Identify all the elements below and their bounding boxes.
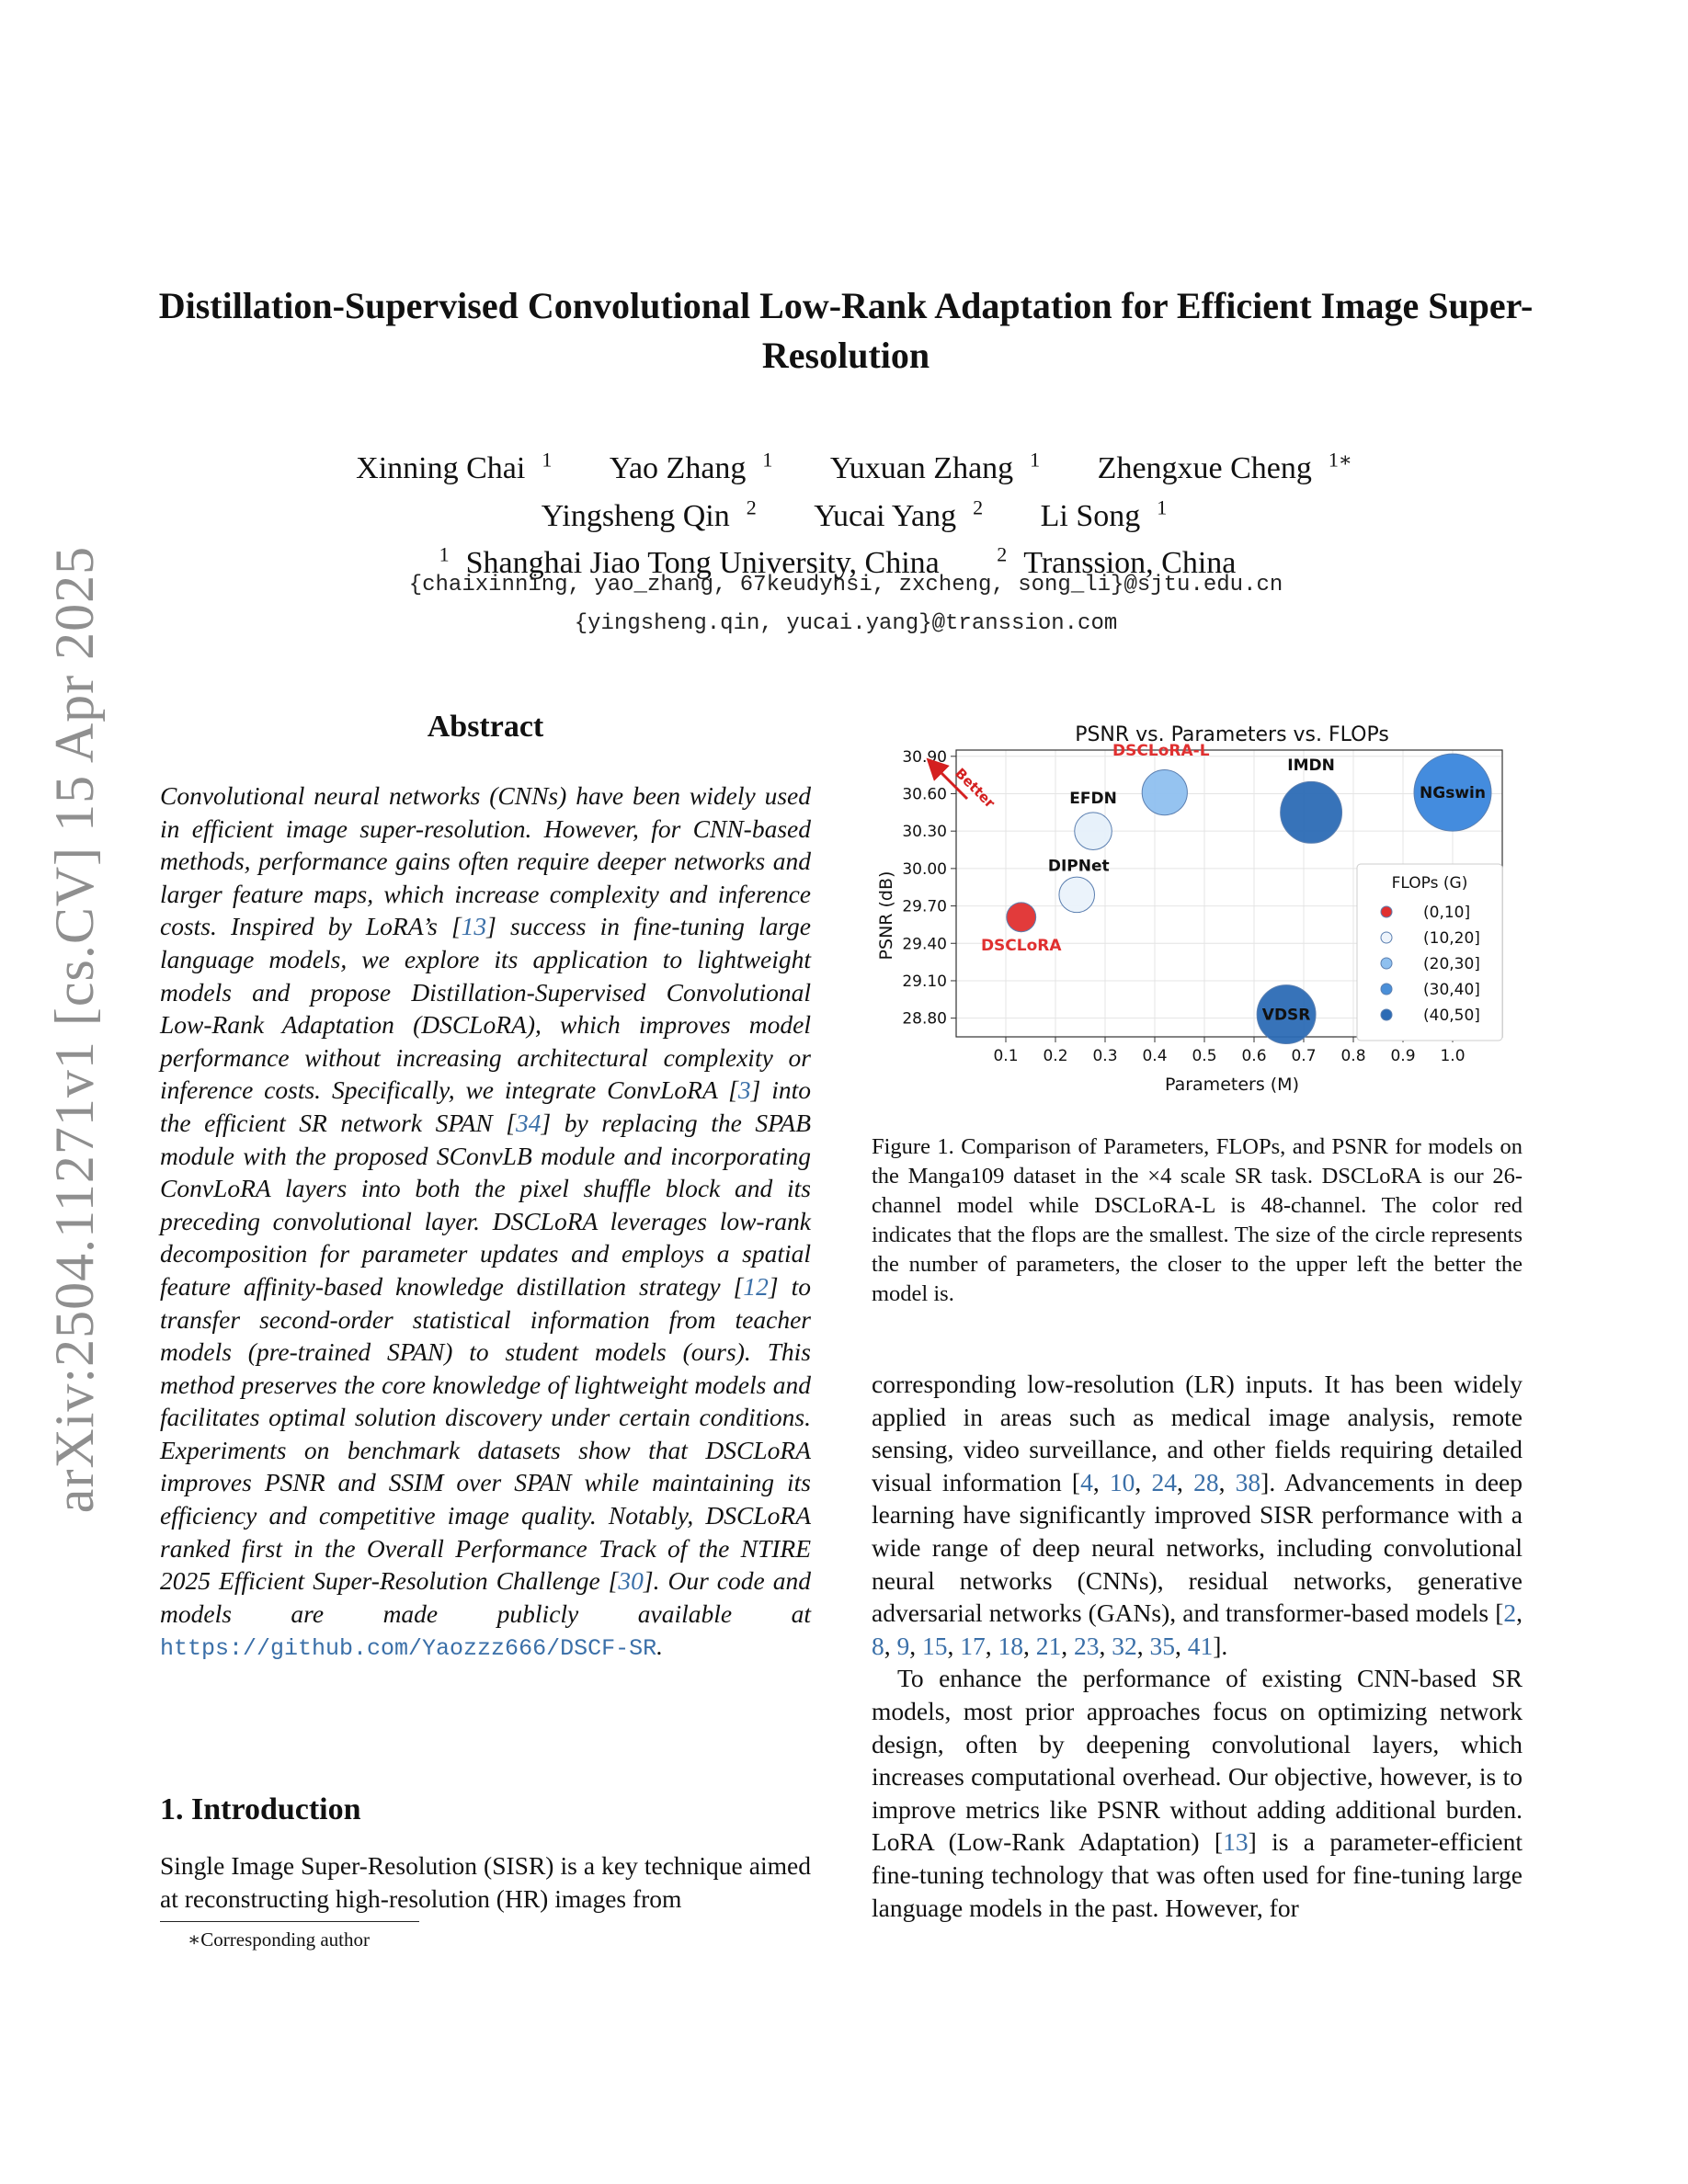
citation-link[interactable]: 9: [896, 1631, 910, 1660]
author: Yucai Yang $^2$: [814, 495, 984, 533]
point-label: IMDN: [1287, 756, 1335, 775]
paper-title: Distillation-Supervised Convolutional Low-Rank Adaptation for Efficient Image Super-Resolution: [158, 285, 1534, 376]
data-point: [1142, 770, 1187, 815]
x-tick-label: 0.7: [1291, 1047, 1317, 1065]
x-tick-label: 1.0: [1440, 1047, 1466, 1065]
legend-marker: [1381, 958, 1392, 969]
legend-marker: [1381, 906, 1392, 917]
footnote: ∗Corresponding author: [188, 1928, 370, 1951]
citation-link[interactable]: 10: [1109, 1467, 1135, 1496]
data-point: [1059, 877, 1095, 913]
abstract-heading: Abstract: [427, 710, 544, 744]
citation-link[interactable]: 18: [998, 1631, 1023, 1660]
author: Li Song $^1$: [1040, 495, 1168, 533]
point-label: DIPNet: [1047, 857, 1110, 876]
author: Xinning Chai $^1$: [356, 449, 553, 486]
citation-link[interactable]: 13: [461, 912, 487, 941]
legend-marker: [1381, 1009, 1392, 1020]
x-tick-label: 0.3: [1092, 1047, 1118, 1065]
y-tick-label: 30.00: [902, 859, 947, 879]
y-tick-label: 30.90: [902, 747, 947, 767]
citation-link[interactable]: 8: [872, 1631, 884, 1660]
citation-link[interactable]: 41: [1187, 1631, 1214, 1660]
data-point: [1007, 903, 1036, 932]
arxiv-stamp: arXiv:2504.11271v1 [cs.CV] 15 Apr 2025: [44, 545, 105, 1514]
citation-link[interactable]: 35: [1149, 1631, 1175, 1660]
author: Yao Zhang $^1$: [609, 449, 773, 486]
citation-link[interactable]: 24: [1151, 1467, 1177, 1496]
footnote-rule: [160, 1921, 419, 1922]
author: Yuxuan Zhang $^1$: [829, 449, 1041, 486]
point-label: EFDN: [1069, 790, 1117, 809]
author: Zhengxue Cheng $^{1∗}$: [1097, 449, 1352, 486]
code-url-link[interactable]: https://github.com/Yaozzz666/DSCF-SR: [160, 1635, 657, 1663]
affiliation: $^2$ Transsion, China: [997, 542, 1237, 580]
legend-label: (0,10]: [1423, 904, 1471, 922]
right-column-body: [872, 1368, 1523, 1924]
citation-link[interactable]: 23: [1074, 1631, 1100, 1660]
citation-link[interactable]: 17: [960, 1631, 986, 1660]
author-block: [138, 441, 1554, 583]
legend-label: (30,40]: [1423, 981, 1480, 999]
point-label: NGswin: [1420, 784, 1486, 803]
citation-link[interactable]: 34: [516, 1108, 542, 1137]
y-tick-label: 29.40: [902, 935, 947, 954]
citation-link[interactable]: 30: [618, 1566, 644, 1596]
citation-link[interactable]: 28: [1193, 1467, 1219, 1496]
citation-link[interactable]: 12: [743, 1271, 769, 1301]
citation-link[interactable]: 13: [1223, 1827, 1249, 1857]
citation-link[interactable]: 21: [1035, 1631, 1062, 1660]
data-point: [1075, 813, 1112, 850]
better-label: Better: [952, 765, 998, 812]
data-point: [1281, 781, 1342, 843]
affiliation: $^1$ Shanghai Jiao Tong University, China: [439, 542, 940, 580]
y-axis-label: PSNR (dB): [876, 870, 896, 961]
figure-caption: Figure 1. Comparison of Parameters, FLOPs, and PSNR for models on the Manga109 dataset in the ×4 scale SR task. DSCLoRA is our 26-channel model while DSCLoRA-L is 48-channel. The color red indicates that the flops are the smallest. The size of the circle represents the number of parameters, the closer to the upper left the better the model is.: [872, 1134, 1523, 1306]
legend-label: (10,20]: [1423, 929, 1480, 948]
x-tick-label: 0.9: [1390, 1047, 1416, 1065]
figure-1-chart: [872, 713, 1523, 1099]
email-line: {chaixinning, yao_zhang, 67keudyhsi, zxcheng, song_li}@sjtu.edu.cn: [408, 573, 1283, 597]
legend-label: (40,50]: [1423, 1007, 1480, 1025]
intro-body: Single Image Super-Resolution (SISR) is a key technique aimed at reconstructing high-resolution (HR) images from: [160, 1851, 811, 1913]
citation-link[interactable]: 32: [1112, 1631, 1137, 1660]
x-tick-label: 0.4: [1142, 1047, 1168, 1065]
author-row-1: [138, 441, 1554, 488]
point-label: DSCLoRA-L: [1112, 742, 1210, 761]
legend: [1357, 864, 1502, 1041]
y-tick-label: 29.10: [902, 972, 947, 991]
citation-link[interactable]: 2: [1503, 1598, 1517, 1628]
point-label: VDSR: [1261, 1006, 1311, 1025]
y-tick-label: 29.70: [902, 897, 947, 916]
citation-link[interactable]: 3: [737, 1075, 751, 1105]
y-tick-label: 28.80: [902, 1009, 947, 1029]
x-tick-label: 0.1: [993, 1047, 1019, 1065]
email-block: [138, 566, 1554, 643]
point-label: DSCLoRA: [980, 936, 1062, 955]
x-tick-label: 0.8: [1340, 1047, 1366, 1065]
legend-label: (20,30]: [1423, 955, 1480, 973]
citation-link[interactable]: 38: [1235, 1467, 1261, 1496]
paragraph: To enhance the performance of existing CNN-based SR models, most prior approaches focus on optimizing network design, often by deepening convolutional layers, which increases computational overhead. Our objective, however, is to improve metrics like PSNR without adding additional burden. LoRA (Low-Rank Adaptation) [13] is a parameter-efficient fine-tuning technology that was often used for fine-tuning large language models in the past. However, for: [872, 1664, 1523, 1922]
author-row-2: [138, 488, 1554, 535]
scatter-plot: [872, 713, 1523, 1099]
x-tick-label: 0.6: [1241, 1047, 1267, 1065]
y-tick-label: 30.30: [902, 823, 947, 842]
paragraph: corresponding low-resolution (LR) inputs. It has been widely applied in areas such as medical image analysis, remote sensing, video surveillance, and other fields requiring detailed visual information [4, 10, 24, 28, 38]. Advancements in deep learning have significantly improved SISR performance with a wide range of deep neural networks, including convolutional neural networks (CNNs), residual networks, generative adversarial networks (GANs), and transformer-based models [2, 8, 9, 15, 17, 18, 21, 23, 32, 35, 41].: [872, 1370, 1523, 1660]
section-heading-introduction: 1. Introduction: [160, 1792, 361, 1826]
citation-link[interactable]: 4: [1080, 1467, 1093, 1496]
legend-title: FLOPs (G): [1391, 874, 1468, 893]
abstract-body: Convolutional neural networks (CNNs) have been widely used in efficient image super-resolution. However, for CNN-based methods, performance gains often require deeper networks and larger feature maps, which increase complexity and inference costs. Inspired by LoRA’s [13] success in fine-tuning large language models, we explore its application to lightweight models and propose Distillation-Supervised Convolutional Low-Rank Adaptation (DSCLoRA), which improves model performance without increasing architectural complexity or inference costs. Specifically, we integrate ConvLoRA [3] into the efficient SR network SPAN [34] by replacing the SPAB module with the proposed SConvLB module and incorporating ConvLoRA layers into both the pixel shuffle block and its preceding convolutional layer. DSCLoRA leverages low-rank decomposition for parameter updates and employs a spatial feature affinity-based knowledge distillation strategy [12] to transfer second-order statistical information from teacher models (pre-trained SPAN) to student models (ours). This method preserves the core knowledge of lightweight models and facilitates optimal solution discovery under certain conditions. Experiments on benchmark datasets show that DSCLoRA improves PSNR and SSIM over SPAN while maintaining its efficiency and competitive image quality. Notably, DSCLoRA ranked first in the Overall Performance Track of the NTIRE 2025 Efficient Super-Resolution Challenge [30]. Our code and models are made publicly available at https://github.com/Yaozzz666/DSCF-SR.: [160, 781, 812, 1663]
citation-list: 2, 8, 9, 15, 17, 18, 21, 23, 32, 35, 41: [872, 1598, 1523, 1660]
chart-title: PSNR vs. Parameters vs. FLOPs: [1075, 723, 1389, 746]
legend-marker: [1381, 984, 1392, 995]
author: Yingsheng Qin $^2$: [541, 495, 757, 533]
citation-link[interactable]: 15: [922, 1631, 948, 1660]
legend-marker: [1381, 932, 1392, 943]
x-tick-label: 0.5: [1192, 1047, 1217, 1065]
email-line: {yingsheng.qin, yucai.yang}@transsion.com: [574, 611, 1118, 636]
y-tick-label: 30.60: [902, 785, 947, 804]
x-axis-label: Parameters (M): [1164, 1075, 1300, 1095]
x-tick-label: 0.2: [1043, 1047, 1068, 1065]
